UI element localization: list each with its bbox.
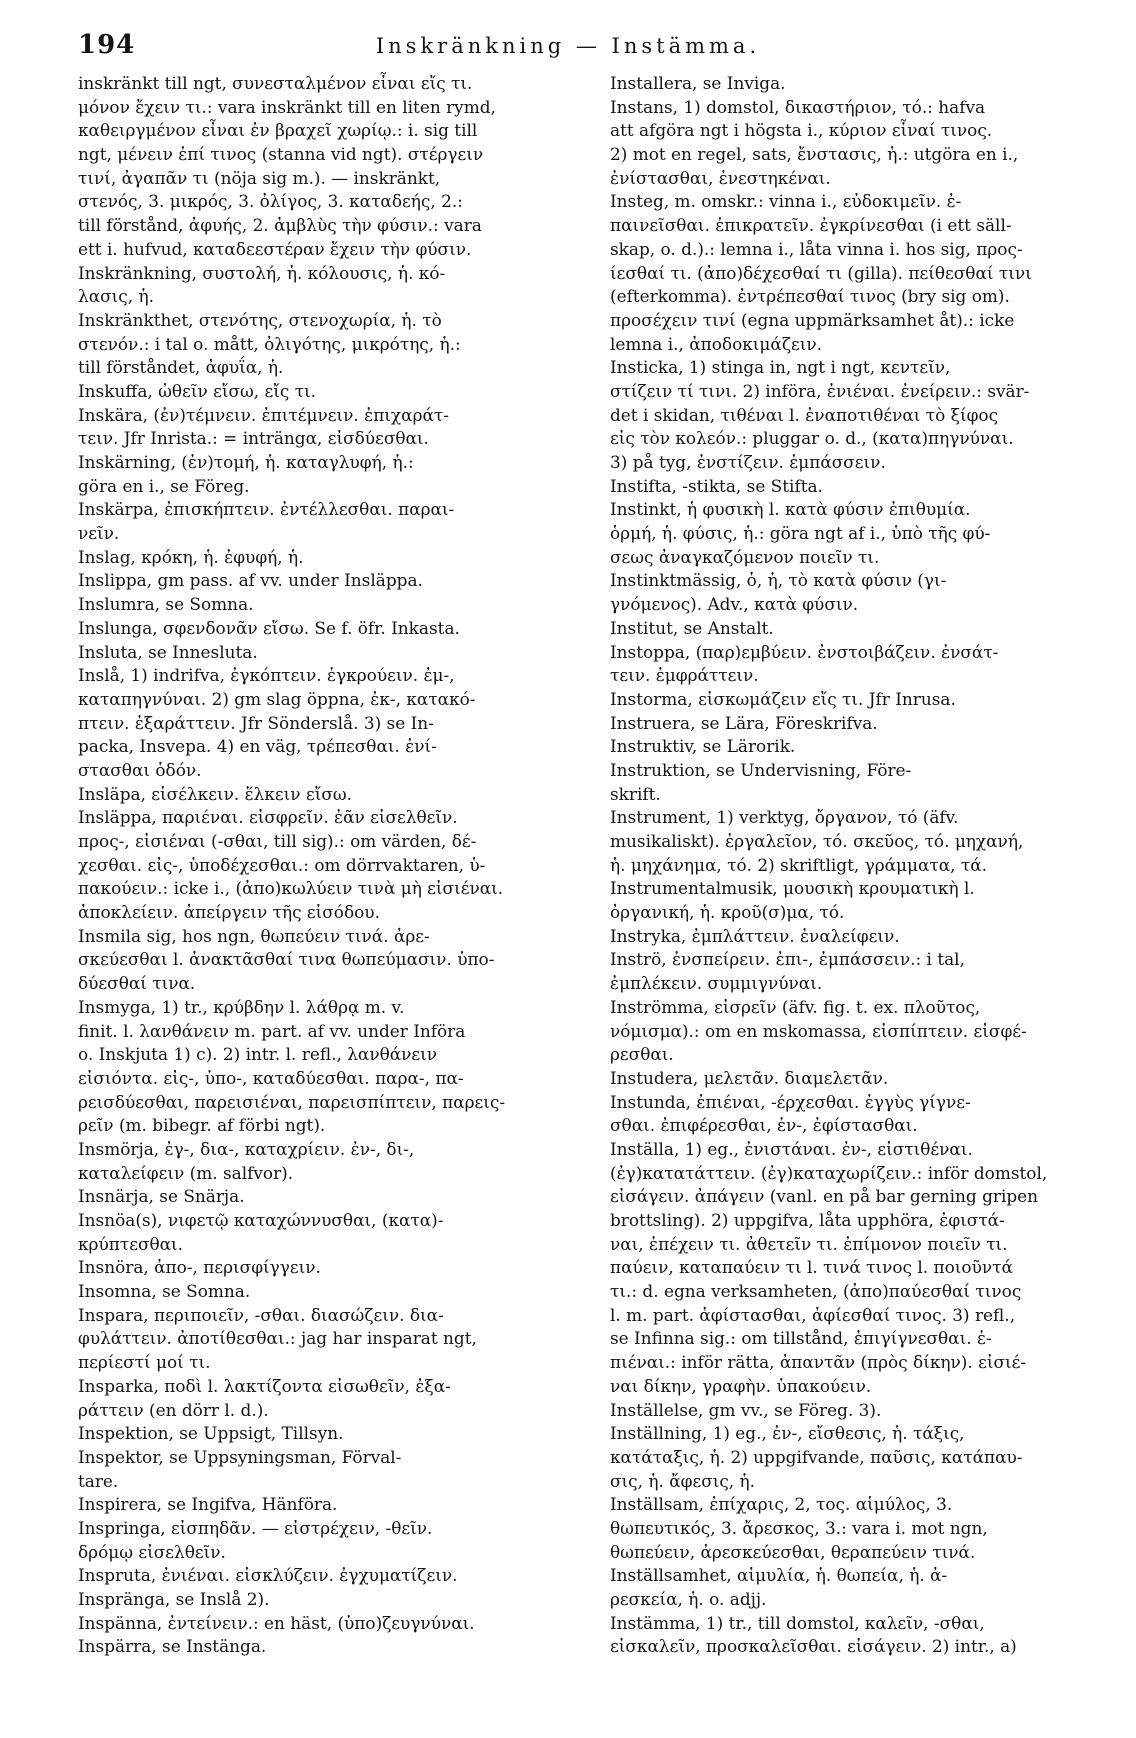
text-line: ρεισδύεσθαι, παρεισιέναι, παρεισπίπτειν, παρεις- [78,1091,506,1112]
text-line: musikaliskt). ἐργαλεῖον, τό. σκεῦος, τό. μηχανή, [610,831,1024,851]
text-line: Insnärja, se Snärja. [78,1186,245,1207]
text-line: Instruktiv, se Lärorik. [610,736,796,757]
text-line: ράττειν (en dörr l. d.). [78,1399,269,1420]
text-line: det i skidan, τιθέναι l. ἐναποτιθέναι τὸ ξίφος [610,404,999,425]
text-line: Insläpa, εἰσέλκειν. ἕλκειν εἴσω. [78,783,352,804]
text-line: Instunda, ἐπιέναι, -έρχεσθαι. ἐγγὺς γίγνε- [610,1091,971,1112]
text-line: lemna i., ἀποδοκιμάζειν. [610,333,822,354]
text-line: l. m. part. ἀφίστασθαι, ἀφίεσθαί τινος. 3) refl., [610,1304,1016,1325]
text-line: Inskärpa, ἐπισκήπτειν. ἐντέλλεσθαι. παραι- [78,499,455,520]
text-line: Insteg, m. omskr.: vinna i., εὐδοκιμεῖν. ἐ- [610,191,962,212]
text-line: Insmörja, ἐγ-, δια-, καταχρίειν. ἐν-, δι-, [78,1138,415,1159]
text-line: Instruktion, se Undervisning, Före- [610,759,912,780]
text-line: brottsling). 2) uppgifva, låta upphöra, ἐφιστά- [610,1210,1005,1230]
text-line: göra en i., se Föreg. [78,475,250,496]
text-line: δρόμῳ εἰσελθεῖν. [78,1541,226,1562]
text-line: Inskärning, (ἐν)τομή, ἡ. καταγλυφή, ἡ.: [78,452,414,472]
text-line: σις, ἡ. ἄφεσις, ἡ. [610,1470,756,1491]
text-line: packa, Insvepa. 4) en väg, τρέπεσθαι. ἐνί- [78,736,437,757]
text-line: (efterkomma). ἐντρέπεσθαί τινος (bry sig om). [610,286,1010,307]
text-line: στασθαι ὁδόν. [78,759,202,780]
text-line: φυλάττειν. ἀποτίθεσθαι.: jag har insparat ngt, [78,1328,477,1349]
text-line: εἰσιόντα. εἰς-, ὑπο-, καταδύεσθαι. παρα-, πα- [78,1067,464,1088]
text-line: Inställsamhet, αἱμυλία, ἡ. θωπεία, ἡ. ἀ- [610,1565,948,1586]
text-line: Inströmma, εἰσρεῖν (äfv. fig. t. ex. πλοῦτος, [610,996,981,1017]
text-line: εἰς τὸν κολεόν.: pluggar o. d., (κατα)πηγνύναι. [610,428,1014,449]
text-line: παύειν, καταπαύειν τι l. τινά τινος l. ποιοῦντά [610,1257,1013,1278]
text-line: νόμισμα).: om en mskomassa, εἰσπίπτειν. εἰσφέ- [610,1020,1027,1041]
text-line: ngt, μένειν ἐπί τινος (stanna vid ngt). στέργειν [78,144,484,165]
text-line: ὁρμή, ἡ. φύσις, ἡ.: göra ngt af i., ὑπὸ τῆς φύ- [610,523,991,544]
left-column [78,72,598,1659]
text-line: σκεύεσθαι l. ἀνακτᾶσθαί τινα θωπεύμασιν. ὑπο- [78,949,495,970]
text-line: Insomna, se Somna. [78,1281,251,1302]
text-line: Institut, se Anstalt. [610,617,774,638]
text-line: skrift. [610,783,661,804]
text-line: ίεσθαί τι. (ἀπο)δέχεσθαί τι (gilla). πείθεσθαί τινι [610,262,1032,283]
text-line: ρεῖν (m. bibegr. af förbi ngt). [78,1115,326,1136]
text-line: ναι δίκην, γραφὴν. ὑπακούειν. [610,1375,872,1396]
text-line: Inskränkthet, στενότης, στενοχωρία, ἡ. τὸ [78,309,442,330]
page-header [0,26,1136,66]
text-line: Inströ, ἐνσπείρειν. ἐπι-, ἐμπάσσειν.: i tal, [610,949,965,970]
text-line: πτειν. ἐξαράττειν. Jfr Sönderslå. 3) se In- [78,712,434,733]
text-line: Inställsam, ἐπίχαρις, 2, τος. αἱμύλος, 3. [610,1494,953,1515]
text-line: δύεσθαί τινα. [78,973,196,994]
text-line: παινεῖσθαι. ἐπικρατεῖν. ἐγκρίνεσθαι (i ett säll- [610,215,1012,236]
text-line: Inslippa, gm pass. af vv. under Insläppa. [78,570,423,591]
text-line: κατάταξις, ἡ. 2) uppgifvande, παῦσις, κατάπαυ- [610,1446,1023,1467]
text-line: λασις, ἡ. [78,286,154,307]
text-line: att afgöra ngt i högsta i., κύριον εἶναί τινος. [610,120,993,141]
text-line: Insprängа, se Inslå 2). [78,1589,270,1609]
text-line: Inspektor, se Uppsyningsman, Förval- [78,1446,402,1467]
text-line: Inställa, 1) eg., ἐνιστάναι. ἐν-, εἰστιθέναι. [610,1138,973,1159]
text-line: skap, o. d.).: lemna i., låta vinna i. hos sig, προς- [610,238,1023,259]
text-line: Inslå, 1) indrifva, ἐγκόπτειν. ἐγκρούειν. ἐμ-, [78,665,455,686]
text-line: Inspara, περιποιεῖν, -σθαι. διασώζειν. δια- [78,1304,444,1325]
text-line: o. Inskjuta 1) c). 2) intr. l. refl., λανθάνειν [78,1044,438,1065]
text-line: Installera, se Inviga. [610,73,786,93]
text-line: στενόν.: i tal o. mått, ὀλιγότης, μικρότης, ἡ.: [78,333,461,354]
text-line: σεως ἀναγκαζόμενον ποιεῖν τι. [610,546,880,567]
text-line: Insmila sig, hos ngn, θωπεύειν τινά. ἀρε- [78,925,430,946]
text-line: στίζειν τί τινι. 2) införa, ἐνιέναι. ἐνείρειν.: svär- [610,380,1030,401]
text-line: προσέχειν τινί (egna uppmärksamhet åt).: icke [610,309,1015,330]
text-line: πακούειν.: icke i., (ἀπο)κωλύειν τινὰ μὴ εἰσιέναι. [78,878,504,899]
page-number: 194 [78,30,136,60]
text-line: Instinkt, ἡ φυσικὴ l. κατὰ φύσιν ἐπιθυμία. [610,499,971,520]
text-line: ett i. hufvud, καταδεεστέραν ἔχειν τὴν φύσιν. [78,238,472,259]
text-line: Instudera, μελετᾶν. διαμελετᾶν. [610,1067,889,1088]
text-line: Instruera, se Lära, Föreskrifva. [610,712,878,733]
text-line: θωπεύειν, ἀρεσκεύεσθαι, θεραπεύειν τινά. [610,1541,976,1562]
text-line: Inspringa, εἰσπηδᾶν. — εἰστρέχειν, -θεῖν. [78,1517,433,1538]
text-line: 3) på tyg, ἐνστίζειν. ἐμπάσσειν. [610,452,886,472]
text-line: Insläppa, παριέναι. εἰσφρεῖν. ἐᾶν εἰσελθεῖν. [78,807,458,828]
text-line: καταπηγνύναι. 2) gm slag öppna, ἐκ-, κατακό- [78,688,476,709]
text-line: κρύπτεσθαι. [78,1233,184,1254]
text-line: Inställning, 1) eg., ἐν-, εἴσθεσις, ἡ. τάξις, [610,1423,965,1444]
text-line: finit. l. λανθάνειν m. part. af vv. under Införa [78,1020,466,1041]
text-line: Inspirera, se Ingifva, Hänföra. [78,1494,338,1515]
text-line: στενός, 3. μικρός, 3. ὀλίγος, 3. καταδεής, 2.: [78,191,463,212]
text-line: 2) mot en regel, sats, ἔνστασις, ἡ.: utgöra en i., [610,144,1019,165]
text-line: ναι, ἐπέχειν τι. ἀθετεῖν τι. ἐπίμονον ποιεῖν τι. [610,1233,1008,1254]
text-line: Instorma, εἰσκωμάζειν εἴς τι. Jfr Inrusa. [610,688,956,709]
text-line: περίεστί μοί τι. [78,1352,211,1373]
text-line: Inspektion, se Uppsigt, Tillsyn. [78,1423,344,1444]
text-line: Insnöa(s), νιφετῷ καταχώννυσθαι, (κατα)- [78,1210,444,1230]
text-line: Insticka, 1) stinga in, ngt i ngt, κεντεῖν, [610,357,951,378]
text-line: θωπευτικός, 3. ἄρεσκος, 3.: vara i. mot ngn, [610,1517,988,1538]
text-line: σθαι. ἐπιφέρεσθαι, ἐν-, ἐφίστασθαι. [610,1115,918,1136]
text-line: πιέναι.: inför rätta, ἀπαντᾶν (πρὸς δίκην). εἰσιέ- [610,1352,1027,1373]
text-line: Instans, 1) domstol, δικαστήριον, τό.: hafva [610,96,986,117]
text-line: ἀποκλείειν. ἀπείργειν τῆς εἰσόδου. [78,902,380,923]
text-line: ἐνίστασθαι, ἐνεστηκέναι. [610,167,831,188]
text-line: Instryka, ἐμπλάττειν. ἐναλείφειν. [610,925,900,946]
text-line: ρεσκεία, ἡ. o. adjj. [610,1589,767,1609]
text-line: Inspärra, se Instänga. [78,1636,267,1657]
text-line: προς-, εἰσιέναι (-σθαι, till sig).: om värden, δέ- [78,831,477,851]
text-line: Instoppa, (παρ)εμβύειν. ἐνστοιβάζειν. ἐνσάτ- [610,641,999,662]
text-line: τειν. ἐμφράττειν. [610,665,759,686]
text-line: Instrumentalmusik, μουσικὴ κρουματικὴ l. [610,878,975,899]
text-line: Instämma, 1) tr., till domstol, καλεῖν, -σθαι, [610,1612,985,1633]
text-line: Insparka, ποδὶ l. λακτίζοντα εἰσωθεῖν, ἐξα- [78,1375,451,1396]
text-line: Insluta, se Innesluta. [78,641,258,662]
text-line: se Infinna sig.: om tillstånd, ἐπιγίγνεσθαι. ἐ- [610,1328,992,1349]
text-line: γνόμενος). Adv., κατὰ φύσιν. [610,594,859,615]
text-line: Insmyga, 1) tr., κρύβδην l. λάθρᾳ m. v. [78,996,405,1017]
text-line: till förståndet, ἀφυΐα, ἡ. [78,357,284,378]
text-line: Inslumra, se Somna. [78,594,254,615]
text-line: Inspänna, ἐντείνειν.: en häst, (ὑπο)ζευγνύναι. [78,1612,475,1633]
text-line: εἰσάγειν. ἀπάγειν (vanl. en på bar gerning gripen [610,1186,1039,1207]
text-line: ἡ. μηχάνημα, τό. 2) skriftligt, γράμματα, τά. [610,854,988,875]
text-line: Insnöra, ἀπο-, περισφίγγειν. [78,1257,321,1278]
text-line: καθειργμένον εἶναι ἐν βραχεῖ χωρίῳ.: i. sig till [78,120,478,141]
text-line: Instinktmässig, ὁ, ἡ, τὸ κατὰ φύσιν (γι- [610,570,947,591]
text-line: Inslunga, σφενδονᾶν εἴσω. Se f. öfr. Inkasta. [78,617,460,638]
text-line: Instifta, -stikta, se Stifta. [610,475,823,496]
text-line: ρεσθαι. [610,1044,674,1065]
text-line: τειν. Jfr Inrista.: = inträngα, εἰσδύεσθαι. [78,428,429,449]
text-line: νεῖν. [78,523,120,544]
text-line: Instrument, 1) verktyg, ὄργανον, τό (äfv. [610,807,959,828]
text-line: εἰσκαλεῖν, προσκαλεῖσθαι. εἰσάγειν. 2) intr., a) [610,1636,1017,1657]
text-line: καταλείφειν (m. salfvor). [78,1162,294,1183]
text-line: μόνον ἔχειν τι.: vara inskränkt till en liten rymd, [78,96,496,117]
text-line: Inspruta, ἐνιέναι. εἰσκλύζειν. ἐγχυματίζειν. [78,1565,458,1586]
text-line: τι.: d. egna verksamheten, (ἀπο)παύεσθαί τινος [610,1281,1022,1302]
text-line: τινί, ἀγαπᾶν τι (nöja sig m.). — inskränkt, [78,167,441,188]
right-column [610,72,1132,1659]
text-line: ἐμπλέκειν. συμμιγνύναι. [610,973,823,994]
text-line: Inskränkning, συστολή, ἡ. κόλουσις, ἡ. κό- [78,262,446,283]
text-line: (ἐγ)κατατάττειν. (ἐγ)καταχωρίζειν.: inför domstol, [610,1162,1048,1183]
text-line: tare. [78,1470,119,1491]
text-line: Inställelse, gm vv., se Föreg. 3). [610,1399,882,1420]
text-line: Inskuffa, ὠθεῖν εἴσω, εἴς τι. [78,380,317,401]
text-line: χεσθαι. εἰς-, ὑποδέχεσθαι.: om dörrvaktaren, ὑ- [78,854,486,875]
text-line: till förstånd, ἀφυής, 2. ἀμβλὺς τὴν φύσιν.: vara [78,215,482,236]
text-line: Inslag, κρόκη, ἡ. ἐφυφή, ἡ. [78,546,304,567]
text-line: inskränkt till ngt, συνεσταλμένον εἶναι εἴς τι. [78,73,473,93]
text-line: ὀργανική, ἡ. κροῦ(σ)μα, τό. [610,902,845,923]
text-line: Inskära, (ἐν)τέμνειν. ἐπιτέμνειν. ἐπιχαράτ- [78,404,449,425]
running-head: Inskränkning — Instämma. [375,34,761,58]
